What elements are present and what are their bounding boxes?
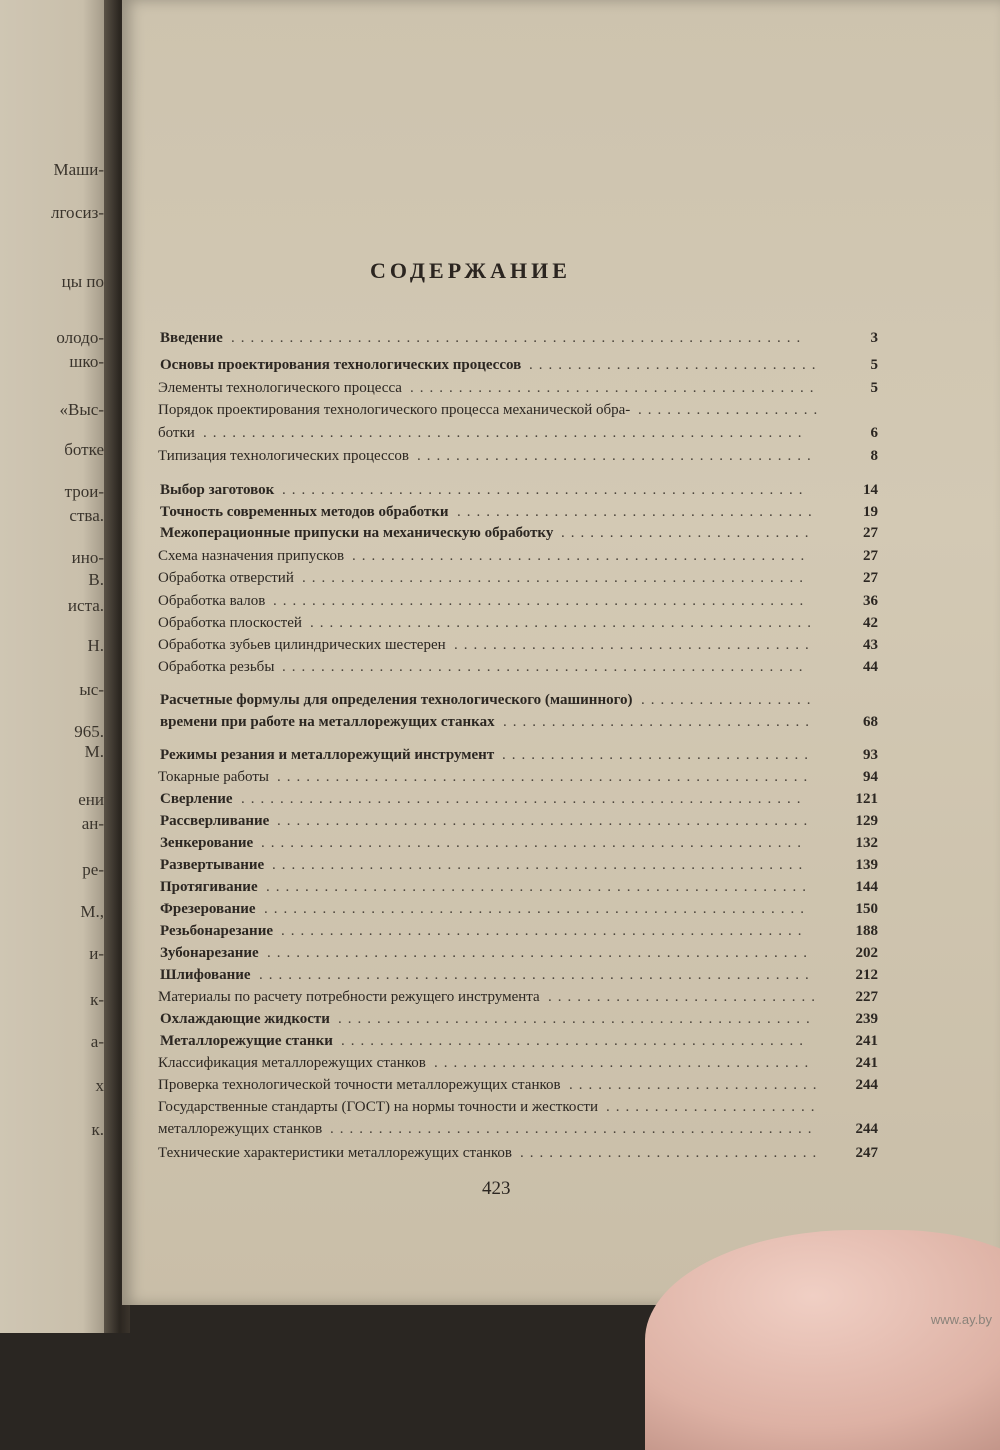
toc-entry — [158, 425, 878, 445]
toc-entry — [158, 593, 878, 613]
left-page-text: а- — [90, 1032, 104, 1051]
toc-entry-page: 5 — [870, 380, 878, 396]
toc-entry-page: 8 — [870, 448, 878, 464]
toc-entry — [158, 945, 878, 965]
toc-leader-dots: .............................................................. — [203, 425, 808, 441]
toc-leader-dots: .................. — [641, 692, 817, 708]
toc-entry-title: Обработка плоскостей — [158, 615, 302, 631]
left-page-text: лгосиз- — [51, 203, 104, 222]
toc-leader-dots: ...................... — [606, 1099, 821, 1115]
toc-entry-title: Основы проектирования технологических процессов — [160, 357, 522, 373]
toc-entry — [158, 857, 878, 877]
toc-leader-dots: ........................................................ — [264, 901, 810, 917]
toc-entry-title: Обработка резьбы — [158, 659, 275, 675]
toc-leader-dots: ....................................................... — [273, 593, 810, 609]
toc-entry-page: 121 — [855, 791, 878, 807]
toc-entry-title: Точность современных методов обработки — [160, 504, 449, 520]
toc-entry-title: Порядок проектирования технологического процесса механической обра- — [158, 402, 631, 418]
toc-entry — [158, 791, 878, 811]
toc-leader-dots: ..................................... — [454, 637, 815, 653]
toc-entry-title: Введение — [160, 330, 223, 346]
toc-entry-page: 19 — [863, 504, 878, 520]
toc-entry-title: Протягивание — [160, 879, 258, 895]
toc-entry-title: Материалы по расчету потребности режущего инструмента — [158, 989, 540, 1005]
toc-entry — [158, 1121, 878, 1141]
toc-leader-dots: .................................................... — [310, 615, 817, 631]
toc-entry-title: Государственные стандарты (ГОСТ) на нормы точности и жесткости — [158, 1099, 599, 1115]
toc-entry — [158, 923, 878, 943]
toc-entry — [158, 482, 878, 502]
toc-entry-page: 244 — [855, 1077, 878, 1093]
toc-entry-title: Токарные работы — [158, 769, 269, 785]
toc-entry-title: Расчетные формулы для определения технологического (машинного) — [160, 692, 633, 708]
left-page-text: ства. — [69, 506, 104, 525]
toc-leader-dots: .......................... — [561, 525, 815, 541]
toc-leader-dots: ................... — [638, 402, 824, 418]
toc-entry — [158, 504, 878, 524]
toc-leader-dots: ............................ — [548, 989, 821, 1005]
toc-entry-page: 244 — [855, 1121, 878, 1137]
toc-entry-title: Проверка технологической точности металлорежущих станков — [158, 1077, 561, 1093]
toc-entry-title: Фрезерование — [160, 901, 256, 917]
toc-entry-page: 44 — [863, 659, 878, 675]
toc-entry-title: Металлорежущие станки — [160, 1033, 333, 1049]
left-page-text: Н. — [87, 636, 104, 655]
toc-entry — [158, 570, 878, 590]
toc-entry-page: 139 — [855, 857, 878, 873]
toc-entry-title: Классификация металлорежущих станков — [158, 1055, 426, 1071]
toc-entry-title: Обработка отверстий — [158, 570, 294, 586]
toc-entry — [158, 357, 878, 377]
left-page-text: к. — [91, 1120, 104, 1139]
left-page-text: ени — [78, 790, 104, 809]
left-page-text: «Выс- — [59, 400, 104, 419]
toc-entry — [158, 714, 878, 734]
toc-entry-page: 27 — [863, 525, 878, 541]
toc-entry-page: 43 — [863, 637, 878, 653]
toc-entry — [158, 879, 878, 899]
toc-entry-title: металлорежущих станков — [158, 1121, 323, 1137]
left-page-text: М. — [84, 742, 104, 761]
toc-entry-title: Сверление — [160, 791, 233, 807]
left-page-text: х — [95, 1076, 104, 1095]
toc-entry-title: Элементы технологического процесса — [158, 380, 402, 396]
watermark: www.ay.by — [930, 1312, 992, 1327]
toc-entry-title: Обработка валов — [158, 593, 266, 609]
toc-leader-dots: ................................ — [503, 714, 815, 730]
page-title: СОДЕРЖАНИЕ — [370, 258, 571, 283]
toc-entry-page: 202 — [855, 945, 878, 961]
toc-entry-page: 241 — [855, 1033, 878, 1049]
left-page-text: ыс- — [79, 680, 104, 699]
toc-entry-page: 212 — [855, 967, 878, 983]
left-page-text: ботке — [64, 440, 104, 459]
toc-leader-dots: .......................................... — [410, 380, 820, 396]
toc-leader-dots: ......................................... — [417, 448, 817, 464]
toc-entry — [158, 448, 878, 468]
toc-leader-dots: .......................................................... — [241, 791, 807, 807]
toc-entry — [158, 525, 878, 545]
toc-entry-title: Схема назначения припусков — [158, 548, 345, 564]
toc-entry-page: 132 — [855, 835, 878, 851]
toc-leader-dots: ........................................................ — [266, 879, 812, 895]
toc-leader-dots: ................................................. — [338, 1011, 816, 1027]
toc-leader-dots: ..................................... — [457, 504, 818, 520]
left-page-text: В. — [88, 570, 104, 589]
left-page-text: ан- — [81, 814, 104, 833]
toc-entry-title: Типизация технологических процессов — [158, 448, 409, 464]
toc-leader-dots: .......................... — [569, 1077, 823, 1093]
toc-entry-page: 5 — [870, 357, 878, 373]
toc-entry-title: Развертывание — [160, 857, 265, 873]
toc-entry — [158, 967, 878, 987]
left-page-text: и- — [89, 944, 104, 963]
toc-leader-dots: ...................................................... — [281, 923, 808, 939]
toc-entry-title: Шлифование — [160, 967, 251, 983]
toc-entry-title: времени при работе на металлорежущих станках — [160, 714, 495, 730]
toc-entry-page: 227 — [855, 989, 878, 1005]
toc-leader-dots: ........................................................ — [261, 835, 807, 851]
toc-entry — [158, 615, 878, 635]
toc-leader-dots: ....................................... — [434, 1055, 815, 1071]
toc-leader-dots: ........................................................ — [267, 945, 813, 961]
toc-entry-page: 68 — [863, 714, 878, 730]
toc-leader-dots: ................................ — [502, 747, 814, 763]
left-page-text: ре- — [82, 860, 104, 879]
toc-entry — [158, 330, 878, 350]
toc-entry-title: Выбор заготовок — [160, 482, 275, 498]
left-page-text: трои- — [64, 482, 104, 501]
left-page-text: шко- — [69, 352, 104, 371]
toc-entry — [158, 769, 878, 789]
toc-leader-dots: .............................. — [529, 357, 822, 373]
toc-entry-page: 27 — [863, 548, 878, 564]
toc-entry-page: 150 — [855, 901, 878, 917]
toc-entry-title: Рассверливание — [160, 813, 270, 829]
toc-entry-title: Резьбонарезание — [160, 923, 273, 939]
toc-entry — [158, 637, 878, 657]
left-page-text: иста. — [67, 596, 104, 615]
toc-entry-title: Режимы резания и металлорежущий инструмент — [160, 747, 495, 763]
toc-entry-page: 3 — [870, 330, 878, 346]
toc-entry — [158, 548, 878, 568]
left-page-text: Маши- — [53, 160, 104, 179]
toc-entry-page: 241 — [855, 1055, 878, 1071]
left-page-text: цы по — [61, 272, 104, 291]
toc-entry — [158, 1099, 878, 1119]
toc-entry-page: 94 — [863, 769, 878, 785]
toc-entry-page: 42 — [863, 615, 878, 631]
toc-entry — [158, 692, 878, 712]
toc-leader-dots: ............................................... — [352, 548, 811, 564]
toc-entry — [158, 380, 878, 400]
toc-entry — [158, 1033, 878, 1053]
left-page-text: олодо- — [56, 328, 104, 347]
toc-leader-dots: .................................................... — [302, 570, 809, 586]
toc-entry — [158, 747, 878, 767]
toc-entry-title: Охлаждающие жидкости — [160, 1011, 330, 1027]
toc-entry-title: Обработка зубьев цилиндрических шестерен — [158, 637, 446, 653]
toc-leader-dots: .................................................. — [330, 1121, 818, 1137]
toc-entry — [158, 1055, 878, 1075]
toc-leader-dots: ........................................................... — [231, 330, 807, 346]
left-page-text: 965. — [74, 722, 104, 741]
toc-leader-dots: ......................................................... — [259, 967, 815, 983]
toc-entry — [158, 1145, 878, 1165]
left-page-text: М., — [80, 902, 104, 921]
toc-entry — [158, 901, 878, 921]
toc-leader-dots: ....................................................... — [272, 857, 809, 873]
toc-entry-title: ботки — [158, 425, 195, 441]
toc-entry — [158, 835, 878, 855]
toc-entry — [158, 989, 878, 1009]
left-page-edge — [0, 0, 118, 1333]
toc-leader-dots: ...................................................... — [282, 482, 809, 498]
toc-entry-page: 6 — [870, 425, 878, 441]
toc-entry-title: Зубонарезание — [160, 945, 259, 961]
left-page-text: ино- — [71, 548, 104, 567]
toc-entry — [158, 1011, 878, 1031]
toc-entry-page: 129 — [855, 813, 878, 829]
toc-entry — [158, 659, 878, 679]
toc-entry-page: 247 — [855, 1145, 878, 1161]
toc-entry — [158, 813, 878, 833]
toc-leader-dots: ............................... — [520, 1145, 823, 1161]
toc-entry-page: 239 — [855, 1011, 878, 1027]
toc-entry — [158, 402, 878, 422]
toc-entry-page: 93 — [863, 747, 878, 763]
toc-entry-title: Технические характеристики металлорежущих станков — [158, 1145, 513, 1161]
toc-entry-page: 27 — [863, 570, 878, 586]
toc-entry-title: Межоперационные припуски на механическую обработку — [160, 525, 554, 541]
toc-entry-page: 144 — [855, 879, 878, 895]
toc-leader-dots: ....................................................... — [277, 769, 814, 785]
toc-leader-dots: ...................................................... — [282, 659, 809, 675]
toc-leader-dots: ....................................................... — [277, 813, 814, 829]
left-page-text: к- — [90, 990, 104, 1009]
toc-leader-dots: ................................................ — [341, 1033, 809, 1049]
toc-entry-title: Зенкерование — [160, 835, 254, 851]
toc-entry-page: 14 — [863, 482, 878, 498]
page-number: 423 — [482, 1178, 511, 1199]
toc-entry-page: 36 — [863, 593, 878, 609]
toc-entry — [158, 1077, 878, 1097]
toc-entry-page: 188 — [855, 923, 878, 939]
